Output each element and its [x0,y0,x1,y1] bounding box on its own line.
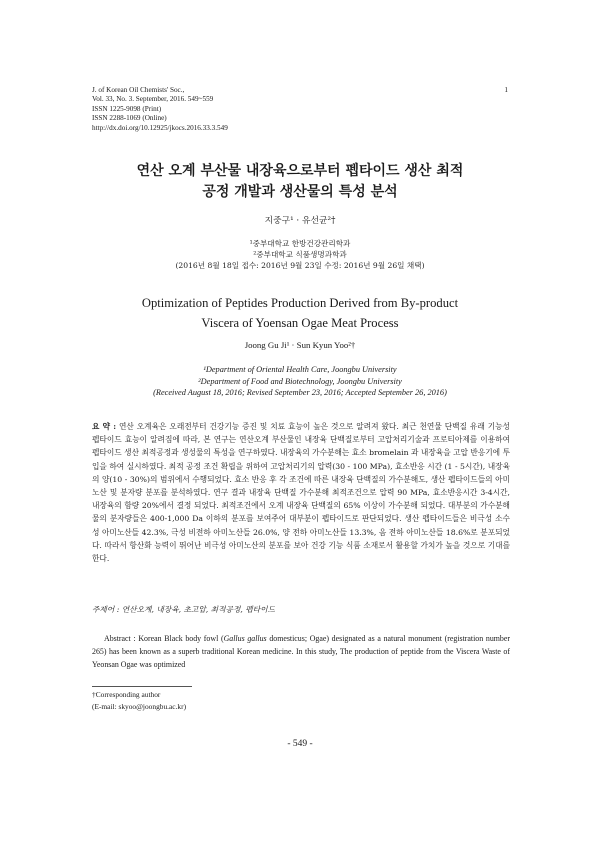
english-abstract-species: Gallus gallus [223,634,267,643]
journal-name: J. of Korean Oil Chemists' Soc., [92,86,185,94]
doi-link[interactable]: http://dx.doi.org/10.12925/jkocs.2016.33.3.549 [92,123,228,132]
english-affiliation-2: ²Department of Food and Biotechnology, Joongbu University [198,376,402,386]
korean-dates: (2016년 8월 18일 접수: 2016년 9월 23일 수정: 2016년 9월 26일 채택) [175,261,425,271]
korean-abstract-text: 연산 오계육은 오래전부터 건강기능 증진 및 치료 효능이 높은 것으로 알려져 왔다. 최근 천연물 단백질 유래 기능성 펩타이드 효능이 알려짐에 따라, 본 연구는 연산오계 부산물인 내장육 단백질로부터 고압처리기술과 프로티아제를 이용하여 펩타이드 생산 최적공정과 생성물의 특성을 연구하였다. 내장육의 가수분해는 효소 bromelain 과 내장육을 고압 반응기에 투입을 하여 실시하였다. 최적 공정 조건 확립을 위하여 고압처리기의 압력(30 - 100 MPa), 효소반응 시간 (1 - 5시간), 내장육의 양(10 - 30%)의 범위에서 수행되었다. 효소 반응 후 각 조건에 따른 내장육 단백질의 가수분해도, 생산 펩타이드들의 아미노산 및 분자량 분포를 분석하였다. 연구 결과 내장육 단백질 가수분해 최적조건으로 압력 90 MPa, 효소반응시간 3-4시간, 내장육의 함량 20%에서 결정 되었다. 최적조건에서 오계 내장육 단백질의 65% 이상이 가수분해 되었다. 대부분의 가수분해물의 분자량들은 400-1,000 Da 이하의 분포를 보여주어 대부분이 펩타이드로 판단되었다. 생산 펩타이드들은 비극성 소수성 아미노산들 42.3%, 극성 비전하 아미노산들 26.0%, 양 전하 아미노산들 13.3%, 음 전하 아미노산들 18.6%로 분포되었다. 따라서 항산화 능력이 뛰어난 비극성 아미노산의 분포를 보아 건강 기능 식품 소재로서 활용할 가치가 높을 것으로 기대를 한다. [92,422,510,564]
english-abstract-label: Abstract : [104,634,136,643]
issn-online: ISSN 2288-1069 (Online) [92,114,167,123]
english-abstract [92,632,510,672]
english-affiliations [0,364,600,399]
journal-volume: Vol. 33, No. 3. September, 2016. 549~559 [92,95,214,104]
issn-print: ISSN 1225-9098 (Print) [92,104,162,113]
footnote [92,689,186,712]
footnote-email[interactable]: (E-mail: skyoo@joongbu.ac.kr) [92,701,187,711]
english-title-line1: Optimization of Peptides Production Derived from By-product [141,296,459,310]
english-title [0,293,600,333]
journal-info [92,86,228,133]
korean-affiliations [0,238,600,272]
english-abstract-pre: Korean Black body fowl ( [135,634,224,643]
english-affiliation-1: ¹Department of Oriental Health Care, Joongbu University [203,365,397,374]
korean-keywords: 주제어 : 연산오계, 내장육, 초고압, 최적공정, 펩타이드 [92,605,275,614]
corner-number: 1 [504,86,508,94]
english-abstract-post: domesticus; Ogae) designated as a natural monument (registration number 265) has been known as a superb traditional Korean medicine. In this study, The production of peptide from the Viscera Waste of Yeonsan Ogae was optimized [92,634,510,670]
korean-title-line1: 연산 오계 부산물 내장육으로부터 펩타이드 생산 최적 [136,163,464,179]
english-dates: (Received August 18, 2016; Revised September 23, 2016; Accepted September 26, 2016) [153,388,447,398]
english-title-line2: Viscera of Yoensan Ogae Meat Process [201,316,399,330]
korean-authors: 지중구¹ · 유선균²† [264,216,336,226]
footnote-divider [92,686,192,687]
korean-abstract-label: 요 약 : [92,422,117,431]
footnote-corresponding: †Corresponding author [92,690,161,699]
english-authors: Joong Gu Ji¹ · Sun Kyun Yoo²† [244,340,356,350]
korean-abstract [92,420,510,565]
korean-title [0,161,600,203]
korean-title-line2: 공정 개발과 생산물의 특성 분석 [202,184,398,200]
korean-affiliation-1: ¹중부대학교 한방건강관리학과 [249,239,351,248]
page-number: - 549 - [287,739,313,749]
korean-affiliation-2: ²중부대학교 식품생명과학과 [253,250,347,260]
